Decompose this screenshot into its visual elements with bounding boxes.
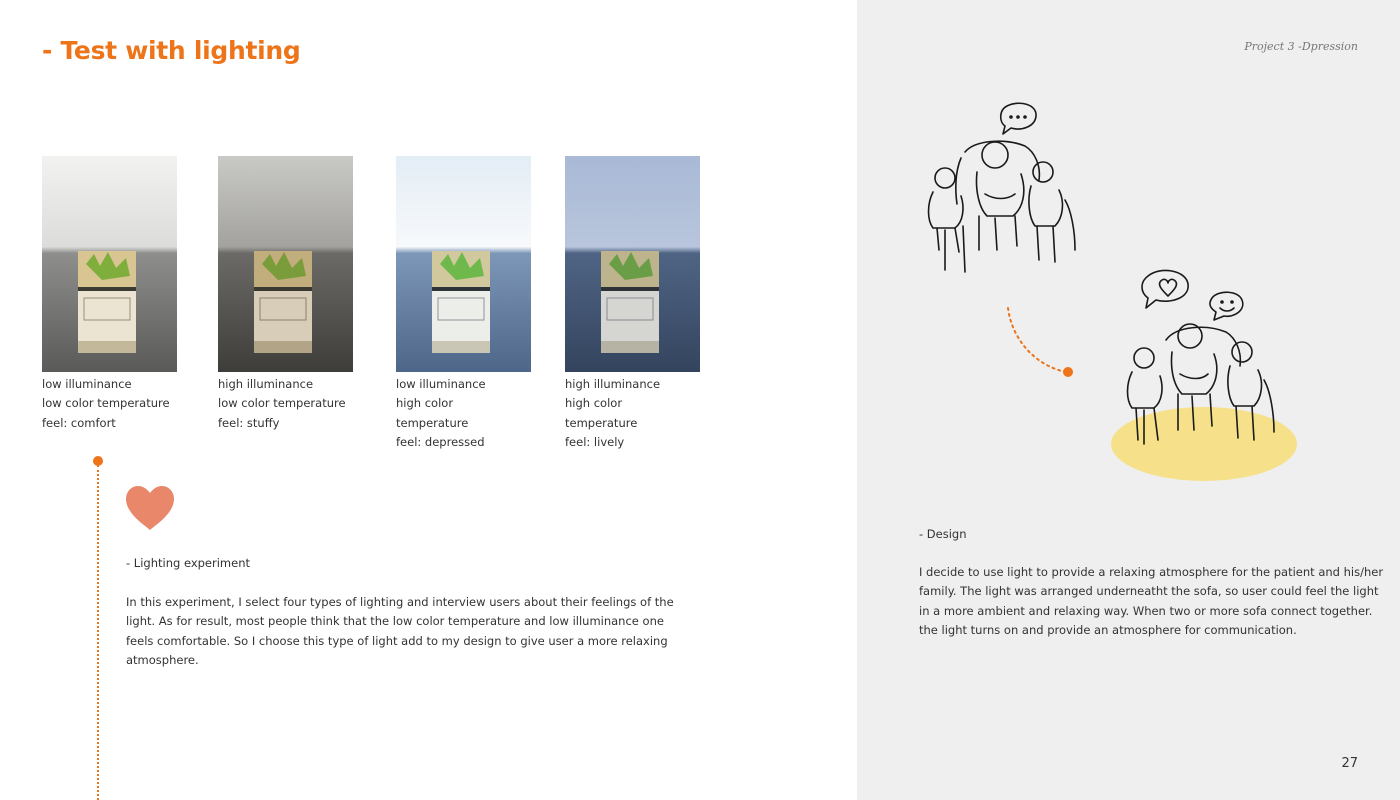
photo-4-caption bbox=[565, 375, 660, 452]
design-paragraph bbox=[919, 563, 1383, 640]
connector-dotted-line bbox=[1000, 300, 1080, 380]
paragraph-line: I decide to use light to provide a relaxing atmosphere for the patient and his/her bbox=[919, 565, 1384, 579]
paragraph-line: light. As for result, most people think that the low color temperature and low illuminance one bbox=[126, 614, 664, 629]
design-label: - Design bbox=[919, 527, 967, 541]
caption-line: feel: lively bbox=[565, 434, 625, 449]
photo-high-illuminance-low-temp bbox=[218, 156, 353, 372]
paragraph-line: In this experiment, I select four types of lighting and interview users about their feelings of the bbox=[126, 595, 674, 609]
photo-low-illuminance-high-temp bbox=[396, 156, 531, 372]
caption-line: temperature bbox=[396, 415, 469, 430]
page-title: - Test with lighting bbox=[42, 36, 301, 65]
caption-line: temperature bbox=[565, 415, 638, 430]
family-sketch-icon bbox=[915, 100, 1090, 280]
caption-line: low illuminance bbox=[396, 377, 486, 391]
heart-icon bbox=[124, 484, 176, 532]
project-tag: Project 3 -Dpression bbox=[1244, 40, 1358, 53]
photo-low-illuminance-low-temp bbox=[42, 156, 177, 372]
paragraph-line: feels comfortable. So I choose this type of light add to my design to give user a more relaxing bbox=[126, 633, 668, 648]
caption-line: feel: comfort bbox=[42, 415, 116, 430]
paragraph-line: the light turns on and provide an atmosphere for communication. bbox=[919, 622, 1297, 637]
photo-1-caption bbox=[42, 375, 170, 433]
caption-line: low illuminance bbox=[42, 377, 132, 391]
experiment-paragraph bbox=[126, 593, 674, 670]
photo-2-caption bbox=[218, 375, 346, 433]
caption-line: high color bbox=[565, 396, 623, 411]
caption-line: high color bbox=[396, 396, 454, 411]
caption-line: high illuminance bbox=[218, 377, 314, 391]
caption-line: low color temperature bbox=[218, 396, 346, 411]
caption-line: low color temperature bbox=[42, 396, 170, 411]
family-glow-sketch-icon bbox=[1108, 262, 1300, 484]
experiment-label: - Lighting experiment bbox=[126, 556, 250, 570]
timeline-dotted-line bbox=[97, 465, 99, 800]
paragraph-line: atmosphere. bbox=[126, 652, 199, 667]
photo-3-caption bbox=[396, 375, 486, 452]
paragraph-line: in a more ambient and relaxing way. When two or more sofa connect together. bbox=[919, 603, 1373, 618]
page-number: 27 bbox=[1341, 756, 1358, 771]
caption-line: feel: depressed bbox=[396, 434, 485, 449]
caption-line: feel: stuffy bbox=[218, 415, 280, 430]
photo-high-illuminance-high-temp bbox=[565, 156, 700, 372]
paragraph-line: family. The light was arranged underneatht the sofa, so user could feel the light bbox=[919, 584, 1379, 599]
caption-line: high illuminance bbox=[565, 377, 661, 391]
